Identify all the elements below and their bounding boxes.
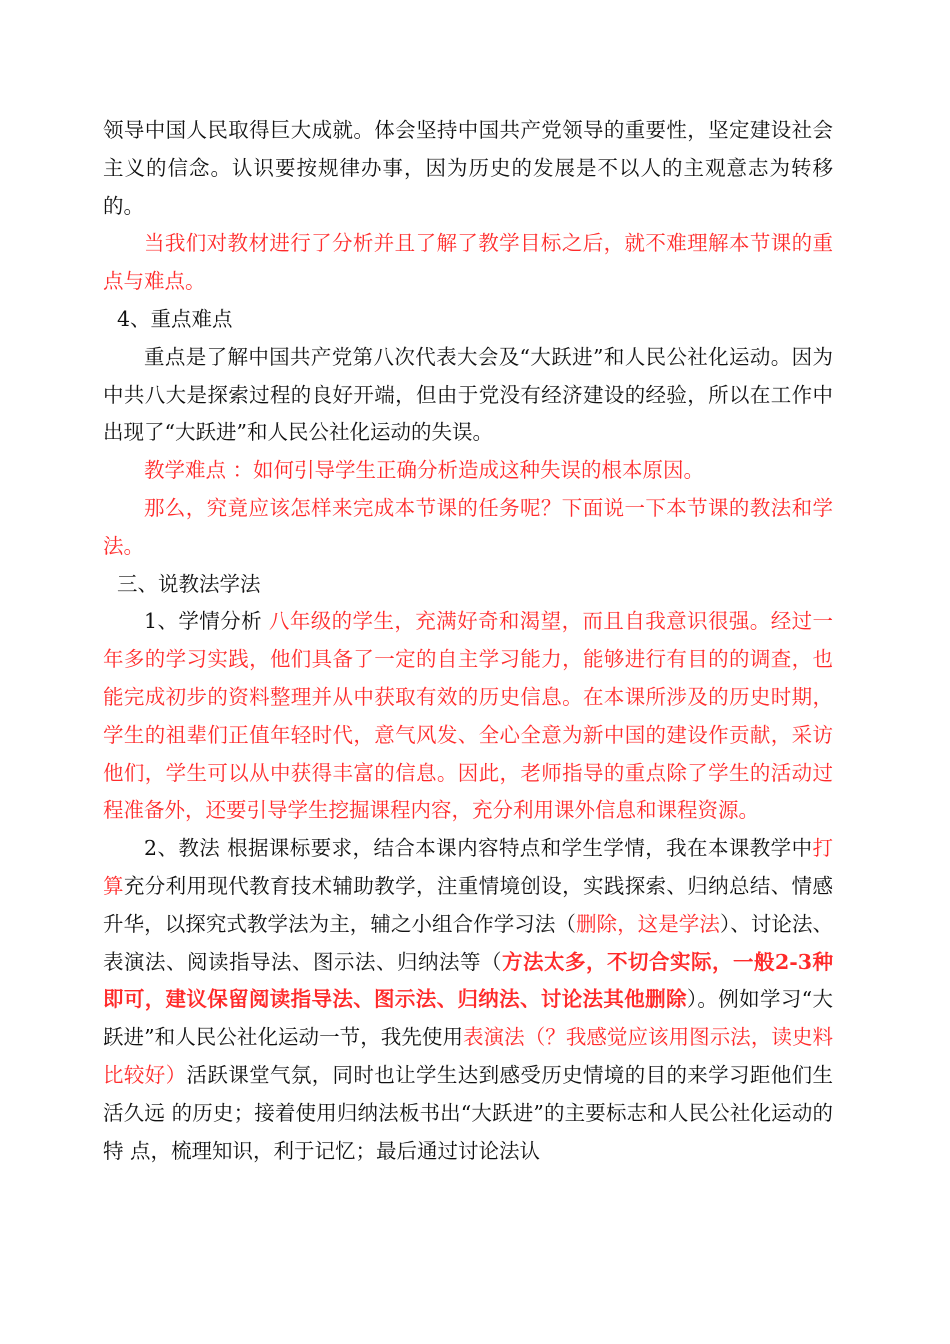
paragraph-difficult-point	[103, 452, 833, 490]
paragraph-teaching-methods	[103, 830, 833, 1170]
annotation-text: 打算	[103, 836, 833, 898]
text-run: 1、学情分析	[144, 609, 269, 634]
text-run: 领导中国人民取得巨大成就。体会坚持中国共产党领导的重要性，坚定建设社会主义的信念。认识要按规律办事，因为历史的发展是不以人的主观意志为转移的。	[103, 118, 833, 218]
annotation-text: 当我们对教材进行了分析并且了解了教学目标之后，就不难理解本节课的重点与难点。	[103, 231, 833, 294]
paragraph-transition-annotation	[103, 225, 833, 301]
heading-text: 三、说教法学法	[117, 571, 261, 596]
heading-text: 4、重点难点	[117, 306, 233, 331]
paragraph-objectives-continued	[103, 112, 833, 225]
annotation-text-bold: 方法太多，不切合实际，一般2-3种即可，建议保留阅读指导法、图示法、归纳法、讨论法其他删除	[103, 949, 834, 1012]
paragraph-transition-methods	[103, 490, 833, 566]
annotation-text: 那么，究竟应该怎样来完成本节课的任务呢？下面说一下本节课的教法和学法。	[103, 495, 833, 558]
annotation-text: 删除，这是学法	[575, 911, 720, 936]
paragraph-student-analysis	[103, 603, 833, 830]
document-page	[103, 112, 833, 1170]
section-heading-methods	[103, 566, 833, 604]
text-run: 2、教法 根据课标要求，结合本课内容特点和学生学情，我在本课教学中	[144, 836, 813, 861]
annotation-text: 八年级的学生，充满好奇和渴望，而且自我意识很强。经过一年多的学习实践，他们具备了一定的自主学习能力，能够进行有目的的调查，也能完成初步的资料整理并从中获取有效的历史信息。在本课所涉及的历史时期，学生的祖辈们正值年轻时代，意气风发、全心全意为新中国的建设作贡献，采访他们，学生可以从中获得丰富的信息。因此，老师指导的重点除了学生的活动过程准备外，还要引导学生挖掘课程内容，充分利用课外信息和课程资源。	[103, 609, 834, 823]
text-run: 重点是了解中国共产党第八次代表大会及“大跃进”和人民公社化运动。因为中共八大是探索过程的良好开端，但由于党没有经济建设的经验，所以在工作中出现了“大跃进”和人民公社化运动的失误。	[103, 344, 833, 445]
annotation-text: 表演法（？我感觉应该用图示法，读史料比较好）	[103, 1025, 834, 1087]
annotation-text: 教学难点 ：如何引导学生正确分析造成这种失误的根本原因。	[144, 458, 705, 483]
text-run: ）。例如学习“大跃进”和人民公社化运动一节，我先使用	[103, 987, 833, 1050]
paragraph-key-points	[103, 339, 833, 452]
text-run: 活跃课堂气氛，同时也让学生达到感受历史情境的目的来学习距他们生活久远 的历史；接着使用归纳法板书出“大跃进”的主要标志和人民公社化运动的特 点，梳理知识，利于记忆；最后通过讨论法认	[103, 1062, 834, 1163]
text-run: 充分利用现代教育技术辅助教学，注重情境创设，实践探索、归纳总结、情感升华，以探究式教学法为主，辅之小组合作学习法（	[103, 873, 834, 936]
section-heading-key-points	[103, 301, 833, 339]
text-run: ）、讨论法、表演法、阅读指导法、图示法、归纳法等（	[103, 911, 834, 974]
